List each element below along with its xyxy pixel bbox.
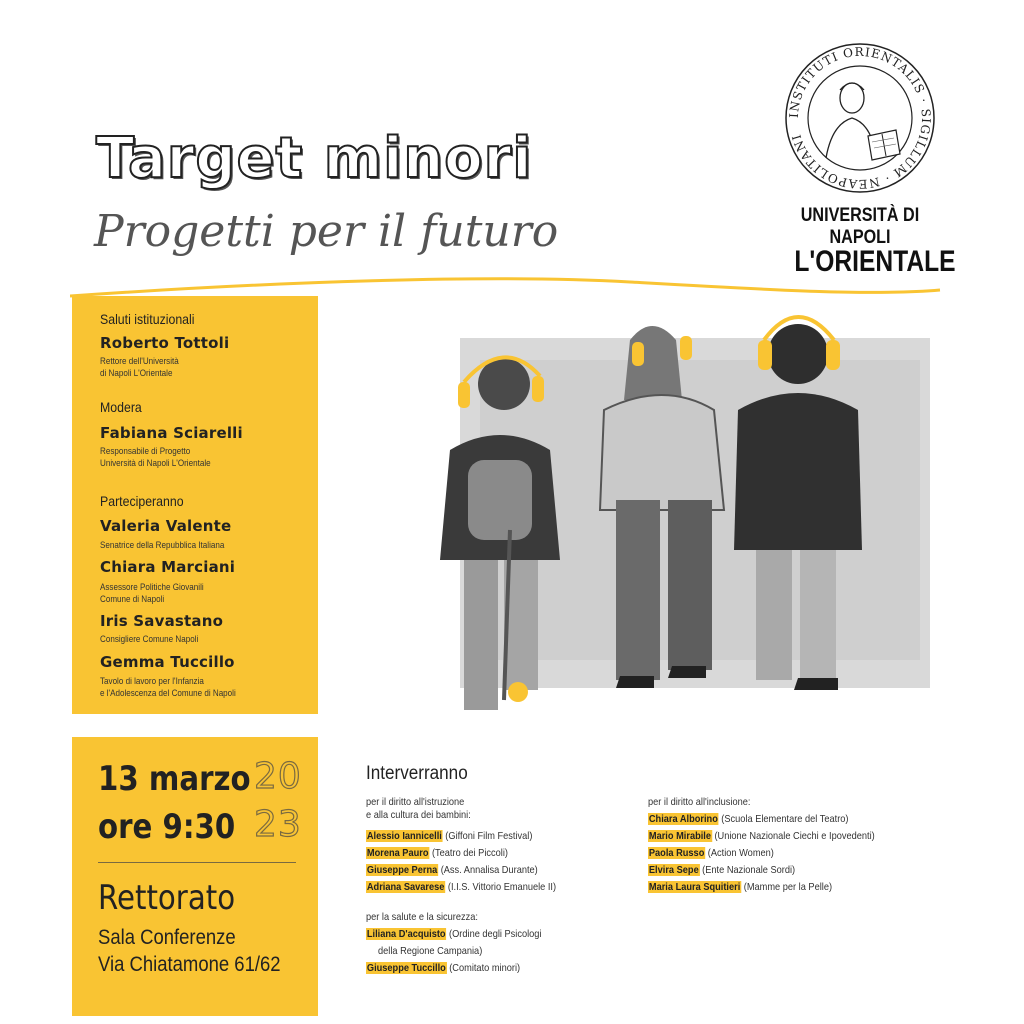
- speaker-org: (Ordine degli Psicologi: [449, 928, 542, 940]
- speaker-name: Fabiana Sciarelli: [100, 424, 243, 442]
- list-item: [648, 813, 849, 826]
- university-logo: [780, 40, 956, 279]
- speaker-role: Rettore dell'Università: [100, 356, 179, 367]
- istruzione-label: e alla cultura dei bambini:: [366, 809, 471, 821]
- speaker-role: Consigliere Comune Napoli: [100, 634, 199, 645]
- event-subtitle: Progetti per il futuro: [94, 206, 559, 257]
- speaker-name: Maria Laura Squitieri: [648, 881, 741, 893]
- speaker-name: Chiara Alborino: [648, 813, 718, 825]
- inclusione-label: per il diritto all'inclusione:: [648, 796, 751, 808]
- seal-icon: [782, 40, 938, 196]
- event-title: Target minori: [96, 126, 533, 191]
- speaker-org: (Mamme per la Pelle): [743, 881, 833, 893]
- event-year-bottom: 23: [254, 804, 302, 845]
- speaker-role: Università di Napoli L'Orientale: [100, 458, 211, 469]
- speaker-role: Comune di Napoli: [100, 594, 165, 605]
- list-item: [648, 847, 774, 860]
- children-illustration: [420, 300, 940, 760]
- speaker-role: Senatrice della Repubblica Italiana: [100, 540, 225, 551]
- event-room: Sala Conferenze: [98, 926, 236, 949]
- speaker-name: Chiara Marciani: [100, 558, 236, 576]
- list-item: [366, 864, 538, 877]
- svg-text:INSTITUTI ORIENTALIS · SIGILLU: [787, 45, 933, 191]
- speaker-org-continued: della Regione Campania): [378, 945, 483, 957]
- speaker-name: Iris Savastano: [100, 612, 224, 630]
- event-venue: Rettorato: [98, 878, 236, 918]
- list-item: [648, 830, 875, 843]
- speaker-name: Roberto Tottoli: [100, 334, 230, 352]
- speaker-name: Adriana Savarese: [366, 881, 445, 893]
- speaker-name: Alessio Iannicelli: [366, 830, 442, 842]
- list-item: [366, 830, 532, 843]
- speaker-name: Mario Mirabile: [648, 830, 712, 842]
- list-item: [648, 864, 795, 877]
- speaker-name: Giuseppe Tuccillo: [366, 962, 446, 974]
- speaker-org: (I.I.S. Vittorio Emanuele II): [447, 881, 557, 893]
- speaker-name: Giuseppe Perna: [366, 864, 438, 876]
- speaker-name: Elvira Sepe: [648, 864, 699, 876]
- speaker-org: (Action Women): [707, 847, 774, 859]
- speaker-role: Responsabile di Progetto: [100, 446, 191, 457]
- speaker-name: Paola Russo: [648, 847, 705, 859]
- speaker-name: Valeria Valente: [100, 517, 232, 535]
- speaker-org: (Unione Nazionale Ciechi e Ipovedenti): [714, 830, 875, 842]
- list-item: [366, 928, 541, 941]
- speaker-name: Gemma Tuccillo: [100, 653, 235, 671]
- partecipano-label: Parteciperanno: [100, 493, 184, 509]
- speaker-role: Assessore Politiche Giovanili: [100, 582, 204, 593]
- salute-label: per la salute e la sicurezza:: [366, 911, 478, 923]
- event-date: 13 marzo: [98, 759, 251, 799]
- list-item: [366, 881, 556, 894]
- speaker-name: Morena Pauro: [366, 847, 429, 859]
- list-item: [648, 881, 832, 894]
- speaker-org: (Teatro dei Piccoli): [431, 847, 508, 859]
- list-item: [366, 847, 508, 860]
- event-time: ore 9:30: [98, 807, 236, 847]
- speaker-role: e l'Adolescenza del Comune di Napoli: [100, 688, 236, 699]
- istruzione-label: per il diritto all'istruzione: [366, 796, 465, 808]
- speaker-name: Liliana D'acquisto: [366, 928, 446, 940]
- saluti-label: Saluti istituzionali: [100, 311, 195, 327]
- speaker-org: (Scuola Elementare del Teatro): [721, 813, 849, 825]
- speaker-org: (Comitato minori): [449, 962, 521, 974]
- interverranno-title: Interverranno: [366, 763, 468, 784]
- speaker-role: di Napoli L'Orientale: [100, 368, 173, 379]
- event-year-top: 20: [254, 756, 302, 797]
- panel-divider: [98, 862, 296, 863]
- modera-label: Modera: [100, 399, 142, 415]
- speaker-role: Tavolo di lavoro per l'Infanzia: [100, 676, 204, 687]
- event-address: Via Chiatamone 61/62: [98, 953, 281, 976]
- list-item: [366, 962, 520, 975]
- seal-ring-text: INSTITUTI ORIENTALIS · SIGILLUM · NEAPOLITANI: [786, 44, 934, 192]
- speaker-org: (Ass. Annalisa Durante): [440, 864, 538, 876]
- logo-university-text: UNIVERSITÀ DI NAPOLI: [800, 205, 920, 248]
- speaker-org: (Ente Nazionale Sordi): [702, 864, 796, 876]
- speaker-org: (Giffoni Film Festival): [445, 830, 533, 842]
- logo-name-text: L'ORIENTALE: [794, 245, 956, 278]
